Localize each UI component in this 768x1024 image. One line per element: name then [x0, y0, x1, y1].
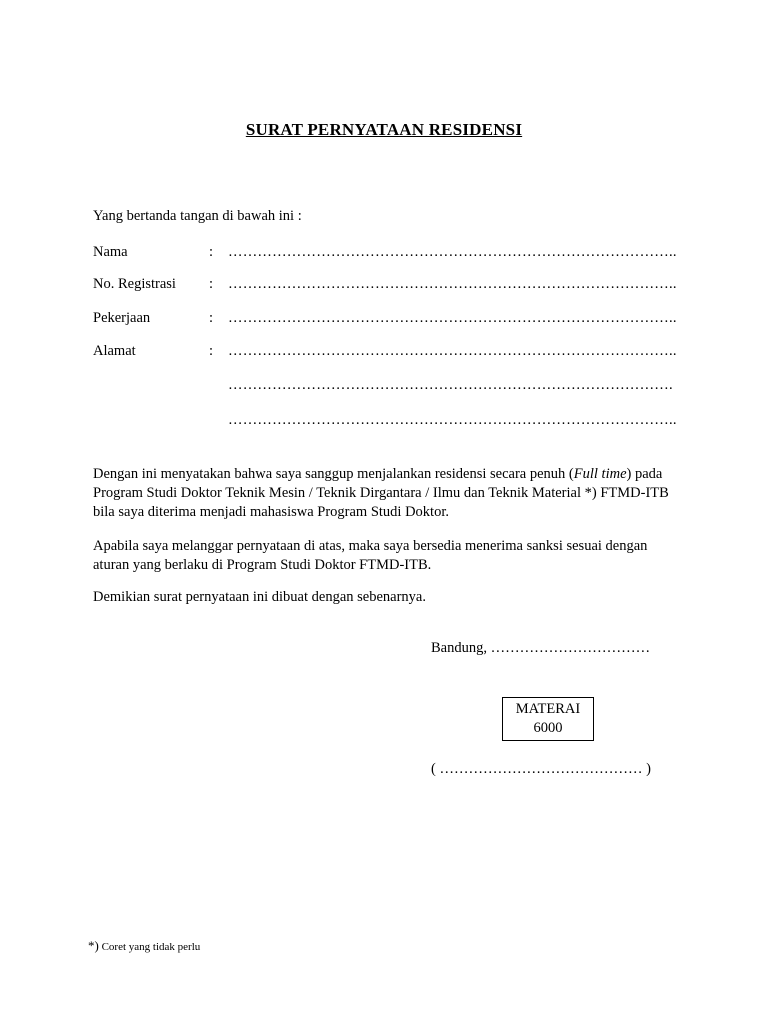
address-extra-line [93, 412, 693, 432]
italic-text: Full time [573, 466, 627, 482]
paragraph-text: Dengan ini menyatakan bahwa saya sanggup menjalankan residensi secara penuh ( [93, 466, 574, 482]
field-row-nama [93, 244, 693, 264]
field-blank-line: ……………………………………………………………………………….. [228, 276, 677, 292]
stamp-box [502, 697, 594, 741]
closing-paragraph [93, 588, 683, 607]
field-label: Pekerjaan [93, 310, 151, 326]
field-label: Alamat [93, 343, 136, 359]
field-colon: : [209, 343, 214, 359]
field-label: Nama [93, 244, 128, 260]
paragraph-text: Apabila saya melanggar pernyataan di atas, maka saya bersedia menerima sanksi sesuai dengan aturan yang berlaku di Program Studi Doktor FTMD-ITB. [93, 538, 648, 573]
field-colon: : [209, 310, 214, 326]
footnote-mark: *) [88, 938, 99, 953]
signature-line: ( …………………………………… ) [431, 761, 651, 777]
footnote-text: Coret yang tidak perlu [98, 941, 201, 953]
field-row-no-registrasi [93, 276, 693, 296]
field-label: No. Registrasi [93, 276, 176, 292]
field-blank-line: ……………………………………………………………………………….. [228, 310, 677, 326]
stamp-label: MATERAI [515, 701, 581, 717]
address-extra-line [93, 377, 693, 397]
paragraph-text: Demikian surat pernyataan ini dibuat dengan sebenarnya. [93, 589, 426, 605]
field-blank-line: ………………………………………………………………………………. [228, 377, 673, 393]
field-colon: : [209, 276, 214, 292]
statement-paragraph [93, 465, 683, 522]
document-title: SURAT PERNYATAAN RESIDENSI [245, 120, 523, 139]
field-blank-line: ……………………………………………………………………………….. [228, 412, 677, 428]
place-date: Bandung, …………………………… [431, 640, 651, 656]
footnote [88, 938, 200, 954]
field-row-pekerjaan [93, 310, 693, 330]
paragraph-text: ) pada Program Studi Doktor Teknik Mesin / Teknik Dirgantara / Ilmu dan Teknik Material *) FTMD-ITB bila saya diterima menjadi mahasiswa Program Studi Doktor. [93, 466, 669, 520]
intro-text: Yang bertanda tangan di bawah ini : [93, 208, 302, 224]
field-row-alamat [93, 343, 693, 363]
field-blank-line: ……………………………………………………………………………….. [228, 343, 677, 359]
field-blank-line: ……………………………………………………………………………….. [228, 244, 677, 260]
stamp-value: 6000 [533, 720, 563, 736]
sanction-paragraph [93, 537, 683, 575]
field-colon: : [209, 244, 214, 260]
